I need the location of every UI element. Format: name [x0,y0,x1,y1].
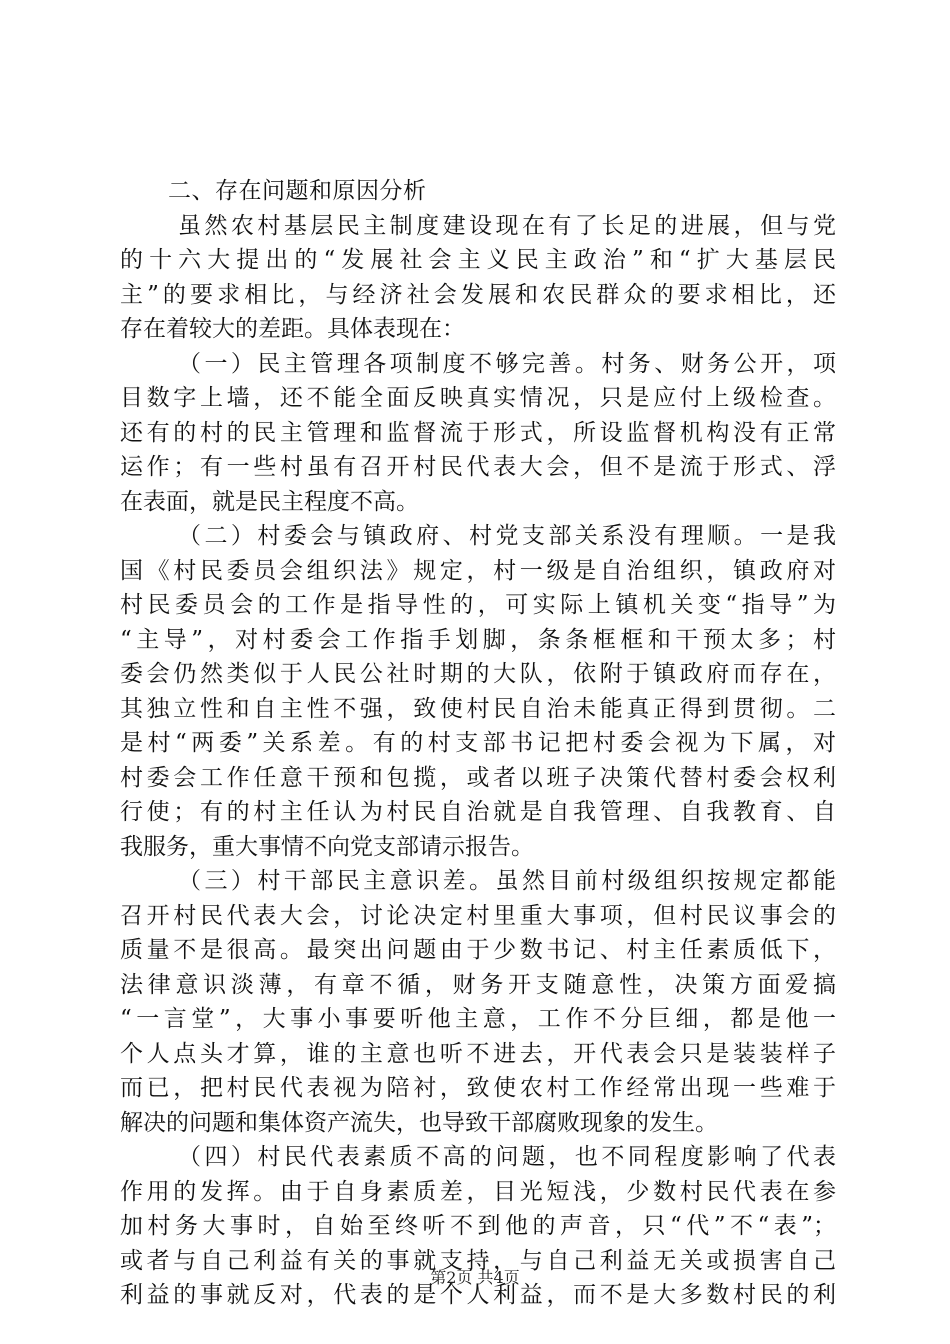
text-line: （三）村干部民主意识差。虽然目前村级组织按规定都能 [178,868,836,894]
text-line: 国《村民委员会组织法》规定，村一级是自治组织，镇政府对 [120,557,836,584]
section-heading: 二、存在问题和原因分析 [168,178,427,204]
paragraph [120,209,836,347]
document-body [120,174,836,1313]
paragraph [120,347,836,520]
text-line: 运作；有一些村虽有召开村民代表大会，但不是流于形式、浮 [120,454,836,480]
text-line: 村民委员会的工作是指导性的，可实际上镇机关变“指导”为 [120,592,836,618]
text-line: 在表面，就是民主程度不高。 [120,488,419,515]
text-line: 主”的要求相比，与经济社会发展和农民群众的要求相比，还 [120,281,836,308]
text-line: 的十六大提出的“发展社会主义民主政治”和“扩大基层民 [120,247,836,273]
text-line: 委会仍然类似于人民公社时期的大队，依附于镇政府而存在， [120,661,836,687]
text-line: 我服务，重大事情不向党支部请示报告。 [120,833,534,860]
text-line: 质量不是很高。最突出问题由于少数书记、村主任素质低下， [120,937,836,963]
text-line: 虽然农村基层民主制度建设现在有了长足的进展，但与党 [178,212,836,239]
text-line: 法律意识淡薄，有章不循，财务开支随意性，决策方面爱搞 [120,971,836,998]
text-line: 行使；有的村主任认为村民自治就是自我管理、自我教育、自 [120,799,836,825]
text-line: 其独立性和自主性不强，致使村民自治未能真正得到贯彻。二 [120,695,836,722]
text-line: “一言堂”，大事小事要听他主意，工作不分巨细，都是他一 [120,1006,836,1032]
text-line: 个人点头才算，谁的主意也听不进去，开代表会只是装装样子 [120,1040,836,1067]
paragraph [120,864,836,1140]
text-line: 解决的问题和集体资产流失，也导致干部腐败现象的发生。 [120,1109,718,1136]
text-line: （四）村民代表素质不高的问题，也不同程度影响了代表 [178,1144,836,1170]
text-line: 目数字上墙，还不能全面反映真实情况，只是应付上级检查。 [120,385,836,411]
text-line: （一）民主管理各项制度不够完善。村务、财务公开，项 [178,350,836,377]
paragraph-list [120,209,836,1313]
text-line: “主导”，对村委会工作指手划脚，条条框框和干预太多；村 [120,626,836,653]
text-line: （二）村委会与镇政府、村党支部关系没有理顺。一是我 [178,523,836,549]
text-line: 村委会工作任意干预和包揽，或者以班子决策代替村委会权利 [120,764,836,791]
text-line: 作用的发挥。由于自身素质差，目光短浅，少数村民代表在参 [120,1178,836,1205]
text-line: 或者与自己利益有关的事就支持，与自己利益无关或损害自己 [120,1247,836,1274]
text-line: 利益的事就反对，代表的是个人利益，而不是大多数村民的利 [120,1282,836,1308]
text-line: 是村“两委”关系差。有的村支部书记把村委会视为下属，对 [120,730,836,756]
paragraph [120,519,836,864]
text-line: 加村务大事时，自始至终听不到他的声音，只“代”不“表”； [120,1213,836,1239]
text-line: 召开村民代表大会，讨论决定村里重大事项，但村民议事会的 [120,902,836,929]
text-line: 还有的村的民主管理和监督流于形式，所设监督机构没有正常 [120,419,836,446]
text-line: 存在着较大的差距。具体表现在： [120,316,465,342]
page-footer: 第2页 共4页 [430,1268,520,1287]
text-line: 而已，把村民代表视为陪衬，致使农村工作经常出现一些难于 [120,1075,836,1101]
